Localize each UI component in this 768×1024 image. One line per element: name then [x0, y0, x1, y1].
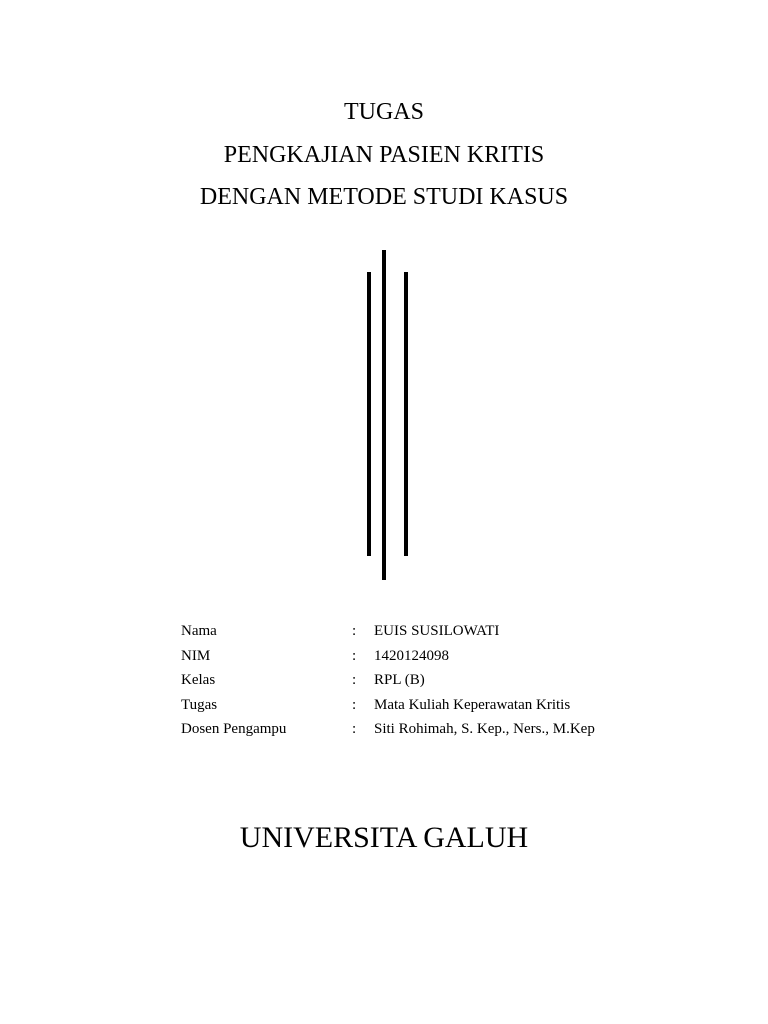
document-title-line-2: PENGKAJIAN PASIEN KRITIS [223, 142, 545, 168]
info-value: Siti Rohimah, S. Kep., Ners., M.Kep [374, 721, 595, 738]
ornament-right-line [404, 272, 408, 556]
three-vertical-lines-ornament-icon [360, 246, 416, 586]
info-label: Nama [181, 623, 217, 639]
info-label: Dosen Pengampu [181, 721, 287, 738]
student-info-table [181, 619, 595, 742]
info-separator: : [352, 721, 357, 738]
ornament-center-line [382, 250, 386, 580]
info-value: Mata Kuliah Keperawatan Kritis [374, 696, 571, 713]
document-title-line-1: TUGAS [343, 99, 424, 125]
info-label: Tugas [181, 696, 218, 713]
info-separator: : [352, 672, 357, 689]
info-row-tugas [181, 693, 595, 718]
info-value: 1420124098 [374, 647, 449, 664]
document-title-line-3: DENGAN METODE STUDI KASUS [199, 184, 569, 210]
info-separator: : [352, 647, 357, 664]
info-label: Kelas [181, 672, 216, 689]
info-label: NIM [181, 647, 211, 664]
info-separator: : [352, 696, 357, 713]
info-separator: : [352, 623, 357, 639]
info-value: RPL (B) [374, 672, 425, 689]
ornament-left-line [367, 272, 371, 556]
info-row-kelas [181, 668, 595, 693]
institution-name: UNIVERSITA GALUH [239, 821, 529, 854]
info-row-dosen-pengampu [181, 717, 595, 742]
info-row-nim [181, 644, 595, 669]
info-value: EUIS SUSILOWATI [374, 623, 500, 639]
info-row-nama [181, 619, 595, 644]
